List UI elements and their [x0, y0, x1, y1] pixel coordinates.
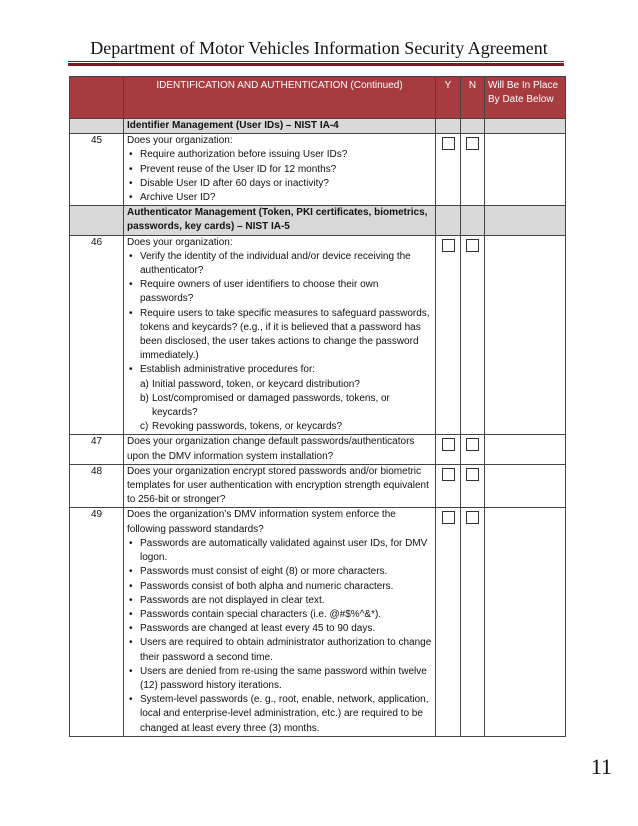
sub-item-text: Lost/compromised or damaged passwords, tokens, or keycards? [152, 392, 390, 419]
yes-checkbox[interactable] [442, 239, 455, 252]
question-number: 47 [70, 435, 124, 464]
header-number-cell [70, 77, 124, 119]
bullet-item: • Passwords are changed at least every 45 to 90 days. [127, 622, 432, 636]
sub-item [127, 420, 432, 434]
no-checkbox[interactable] [466, 468, 479, 481]
question-number: 48 [70, 464, 124, 508]
header-rule-thick [68, 63, 564, 66]
yes-checkbox[interactable] [442, 468, 455, 481]
bullet-item: • Prevent reuse of the User ID for 12 months? [127, 163, 432, 177]
sub-item [127, 392, 432, 420]
bullet-item: • Passwords consist of both alpha and numeric characters. [127, 580, 432, 594]
question-text: Does your organization encrypt stored passwords and/or biometric templates for user authentication with encryption strength equivalent to 256-bit or stronger? [124, 464, 436, 508]
security-checklist-table [69, 76, 566, 737]
question-text [124, 134, 436, 206]
page-number: 11 [590, 754, 612, 779]
no-checkbox[interactable] [466, 438, 479, 451]
will-be-in-place-date-field[interactable] [485, 435, 566, 464]
sub-item [127, 378, 432, 392]
section-heading: Identifier Management (User IDs) – NIST IA-4 [124, 119, 436, 134]
bullet-item: • Require users to take specific measures to safeguard passwords, tokens and keycards? (e.g., if it is believed that a password has been disclosed, the user takes actions to change the password immediately.) [127, 307, 432, 364]
no-checkbox[interactable] [466, 137, 479, 150]
question-number: 46 [70, 235, 124, 435]
sub-item-text: Initial password, token, or keycard distribution? [152, 378, 360, 390]
bullet-item: • Passwords contain special characters (i.e. @#$%^&*). [127, 608, 432, 622]
bullet-item: • Passwords are not displayed in clear text. [127, 594, 432, 608]
question-number: 49 [70, 508, 124, 736]
bullet-item: • Users are required to obtain administrator authorization to change their password a second time. [127, 636, 432, 664]
bullet-item: • Passwords must consist of eight (8) or more characters. [127, 565, 432, 579]
no-checkbox[interactable] [466, 239, 479, 252]
section-title: IDENTIFICATION AND AUTHENTICATION (Continued) [124, 77, 436, 119]
sub-item-marker: b) [140, 392, 149, 404]
sub-item-marker: c) [140, 421, 149, 433]
question-text [124, 235, 436, 435]
bullet-item: • Establish administrative procedures for: [127, 363, 432, 377]
section-heading-row [70, 206, 566, 235]
will-be-in-place-header: Will Be In Place By Date Below [485, 77, 566, 119]
will-be-in-place-date-field[interactable] [485, 464, 566, 508]
bullet-item: • Passwords are automatically validated against user IDs, for DMV logon. [127, 537, 432, 565]
section-heading-row [70, 119, 566, 134]
question-row [70, 134, 566, 206]
yes-checkbox[interactable] [442, 511, 455, 524]
will-be-in-place-date-field[interactable] [485, 134, 566, 206]
bullet-item: • Require owners of user identifiers to choose their own passwords? [127, 278, 432, 306]
yes-checkbox[interactable] [442, 438, 455, 451]
bullet-item: • Verify the identity of the individual and/or device receiving the authenticator? [127, 250, 432, 278]
question-lead: Does your organization: [127, 135, 233, 147]
will-be-in-place-date-field[interactable] [485, 235, 566, 435]
bullet-item: • System-level passwords (e. g., root, enable, network, application, local and enterprise-level administration, etc.) are required to be changed at least every three (3) months. [127, 693, 432, 736]
question-lead: Does your organization: [127, 236, 233, 248]
question-row [70, 464, 566, 508]
bullet-item: • Archive User ID? [127, 191, 432, 205]
yes-checkbox[interactable] [442, 137, 455, 150]
sub-item-marker: a) [140, 378, 149, 390]
no-column-header: N [461, 77, 485, 119]
page-header: Department of Motor Vehicles Information Security Agreement [90, 38, 548, 58]
question-text [124, 508, 436, 736]
bullet-item: • Disable User ID after 60 days or inactivity? [127, 177, 432, 191]
yes-column-header: Y [436, 77, 461, 119]
question-row [70, 435, 566, 464]
bullet-item: • Require authorization before issuing User IDs? [127, 148, 432, 162]
question-text: Does your organization change default passwords/authenticators upon the DMV information system installation? [124, 435, 436, 464]
will-be-in-place-date-field[interactable] [485, 508, 566, 736]
section-heading: Authenticator Management (Token, PKI certificates, biometrics, passwords, key cards) – NIST IA-5 [124, 206, 436, 235]
bullet-item: • Users are denied from re-using the same password within twelve (12) password history iterations. [127, 665, 432, 693]
question-number: 45 [70, 134, 124, 206]
sub-item-text: Revoking passwords, tokens, or keycards? [152, 421, 343, 433]
table-header-row [70, 77, 566, 119]
no-checkbox[interactable] [466, 511, 479, 524]
header-rule [68, 61, 564, 62]
question-row [70, 508, 566, 736]
question-row [70, 235, 566, 435]
question-lead: Does the organization’s DMV information system enforce the following password standards? [127, 509, 396, 535]
